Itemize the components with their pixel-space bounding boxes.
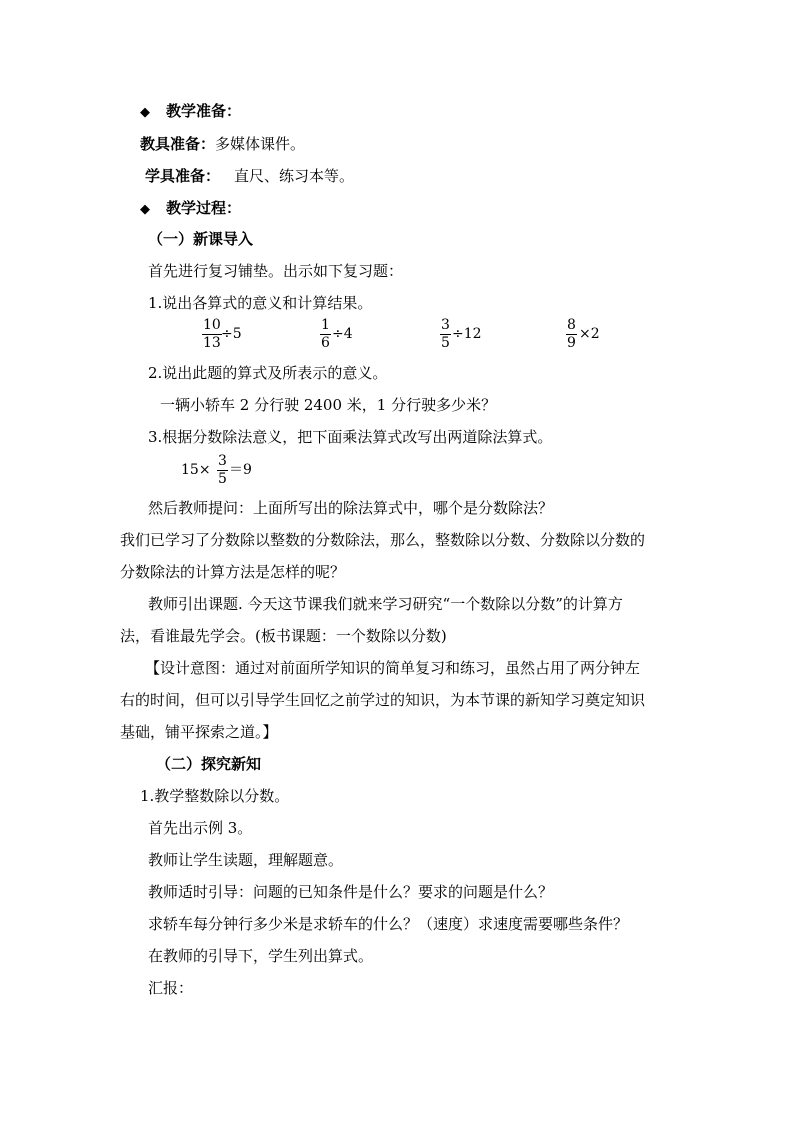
- step-1-title: 1.教学整数除以分数。: [140, 787, 290, 805]
- teacher-prep-text: 多媒体课件。: [215, 135, 306, 153]
- section-heading-preparation: ◆ 教学准备：: [140, 101, 241, 123]
- q3-expr-suffix: ＝9: [229, 462, 252, 478]
- operator-div-12: ÷12: [452, 326, 482, 342]
- fraction-3-5-q3: 3 5: [218, 453, 227, 487]
- paragraph-learned-line2: 分数除法的计算方法是怎样的呢？: [120, 563, 346, 581]
- q3-expr-prefix: 15×: [181, 462, 211, 478]
- student-prep-label: 学具准备：: [145, 167, 221, 185]
- operator-div-4: ÷4: [332, 326, 353, 342]
- paragraph-then: 然后教师提问：上面所写出的除法算式中，哪个是分数除法？: [148, 499, 554, 517]
- step-1-report: 汇报：: [148, 979, 194, 997]
- question-3: 3.根据分数除法意义，把下面乘法算式改写出两道除法算式。: [148, 428, 553, 446]
- student-prep-line: [145, 166, 354, 186]
- fraction-8-9: 8 9: [567, 317, 576, 351]
- operator-div-5: ÷5: [221, 326, 242, 342]
- question-1: 1.说出各算式的意义和计算结果。: [148, 294, 373, 312]
- diamond-bullet-icon: ◆: [140, 105, 150, 120]
- paragraph-design-line2: 右的时间，但可以引导学生回忆之前学过的知识，为本节课的新知学习奠定知识: [120, 691, 646, 709]
- step-1-list-expression: 在教师的引导下，学生列出算式。: [148, 947, 374, 965]
- teacher-prep-label: 教具准备：: [140, 135, 216, 153]
- paragraph-design-line3: 基础，铺平探索之道。】: [120, 723, 278, 741]
- step-1-show-example: 首先出示例 3。: [148, 819, 253, 837]
- paragraph-intro-line1: 教师引出课题. 今天这节课我们就来学习研究“一个数除以分数”的计算方: [148, 595, 623, 613]
- section-heading-process: ◆ 教学过程：: [140, 198, 241, 220]
- paragraph-intro-line2: 法，看谁最先学会。(板书课题：一个数除以分数): [120, 627, 447, 645]
- teacher-prep-line: [140, 134, 305, 154]
- question-2: 2.说出此题的算式及所表示的意义。: [148, 364, 388, 382]
- step-1-guide: 教师适时引导：问题的已知条件是什么？要求的问题是什么？: [148, 883, 554, 901]
- fraction-1-6: 1 6: [321, 317, 330, 351]
- diamond-bullet-icon: ◆: [140, 202, 150, 217]
- paragraph-learned-line1: 我们已学习了分数除以整数的分数除法，那么，整数除以分数、分数除以分数的: [120, 531, 646, 549]
- operator-mul-2: ×2: [579, 326, 600, 342]
- fraction-10-13: 10 13: [203, 317, 221, 351]
- step-1-read-question: 教师让学生读题，理解题意。: [148, 851, 344, 869]
- student-prep-text: 直尺、练习本等。: [234, 167, 355, 185]
- part1-title: （一）新课导入: [148, 230, 254, 248]
- fraction-3-5: 3 5: [441, 317, 450, 351]
- paragraph-design-line1: 【设计意图：通过对前面所学知识的简单复习和练习，虽然占用了两分钟左: [145, 659, 641, 677]
- step-1-speed: 求轿车每分钟行多少米是求轿车的什么？（速度）求速度需要哪些条件？: [148, 915, 629, 933]
- question-2-text: 一辆小轿车 2 分行驶 2400 米，1 分行驶多少米？: [160, 396, 497, 414]
- part2-title: （二）探究新知: [156, 755, 262, 773]
- paragraph-review: 首先进行复习铺垫。出示如下复习题：: [148, 262, 404, 280]
